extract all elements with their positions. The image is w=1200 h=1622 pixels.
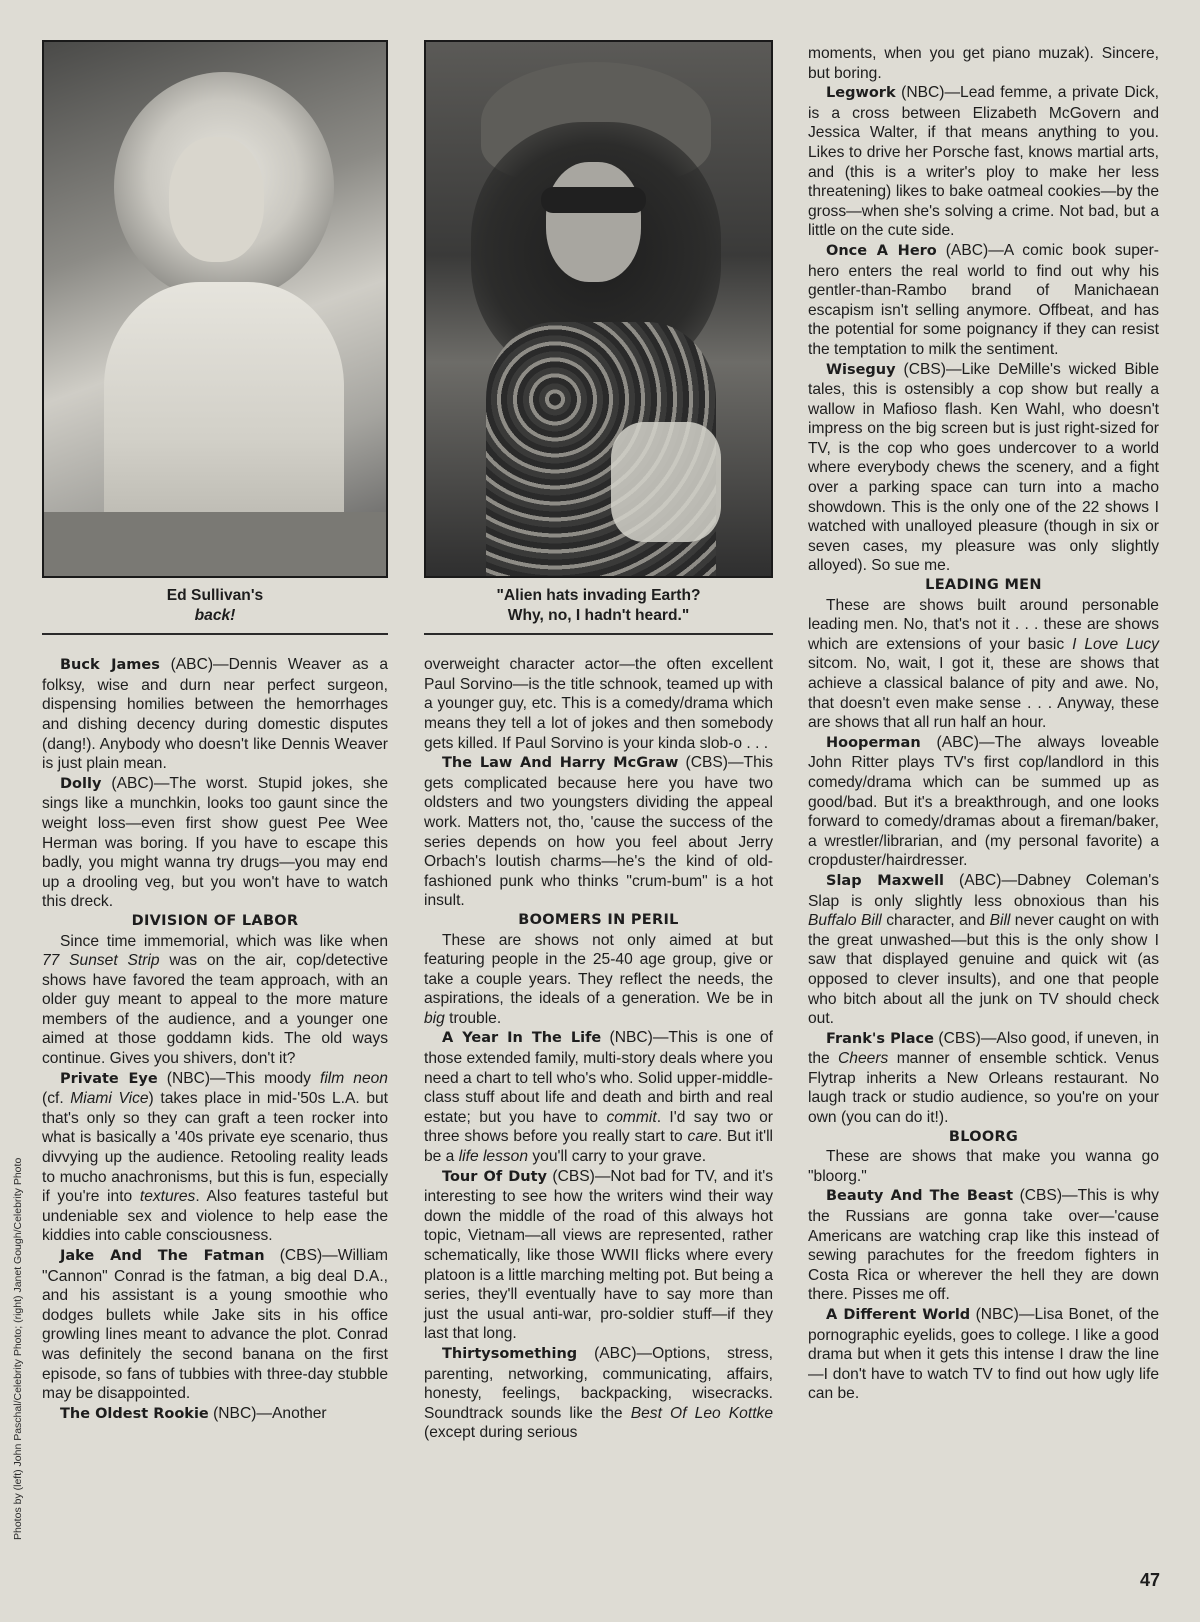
review-private-eye: Private Eye (NBC)—This moody film neon (cf. Miami Vice) takes place in mid-'50s L.A. but that's only so they can graft a teen rocker into what is basically a '40s private eye scenario, thus divvying up the audience. Retooling reality leads to mucho anachronisms, but this is fun, especially if you're into textures. Also features tasteful but undeniable sex and violence to help ease the kiddies into cable consciousness. (42, 1069, 389, 1245)
review-thirtysomething-cont: moments, when you get piano muzak). Sincere, but boring. (808, 45, 1159, 82)
photo-credit: Photos by (left) John Paschal/Celebrity Photo; (right) Janet Gough/Celebrity Photo (12, 1157, 24, 1540)
review-dolly: Dolly (ABC)—The worst. Stupid jokes, she sings like a munchkin, looks too gaunt since the weight loss—even first show guest Pee Wee Herman was boring. If you have to escape this badly, you might wanna try drugs—you may end up a drooling veg, but you won't have to watch this dreck. (42, 774, 388, 911)
caption-right: "Alien hats invading Earth? Why, no, I hadn't heard." (424, 586, 773, 635)
review-thirtysomething: Thirtysomething (ABC)—Options, stress, parenting, networking, communicating, affairs, honesty, feelings, backpacking, wisecracks. Soundtrack sounds like the Best Of Leo Kottke (except during serious (424, 1344, 773, 1442)
section-intro: These are shows not only aimed at but featuring people in the 25-40 age group, give or take a couple years. They reflect the needs, the aspirations, the ideals of a generation. We be in big trouble. (424, 931, 773, 1027)
review-buck-james: Buck James (ABC)—Dennis Weaver as a folksy, wise and durn near perfect surgeon, dispensing homilies between the hemorrhages and dishing decency during domestic disputes (dang!). Anybody who doesn't like Dennis Weaver is just plain mean. (42, 656, 389, 773)
photo-left (42, 40, 388, 578)
section-heading-bloorg: BLOORG (948, 1128, 1019, 1145)
page-number: 47 (1139, 1570, 1160, 1590)
column-1 (42, 40, 388, 1424)
section-intro: Since time immemorial, which was like when 77 Sunset Strip was on the air, cop/detective shows have favored the team approach, with an older guy meant to appeal to the more mature members of the audience, and a younger one aimed at those goddamn kids. The old ways continue. Gives you shivers, don't it? (42, 932, 388, 1068)
section-intro: These are shows built around personable leading men. No, that's not it . . . these are shows which are extensions of your basic I Love Lucy sitcom. No, wait, I got it, these are shows that achieve a classical balance of pity and awe. No, that doesn't even make sense . . . Anyway, these are shows that all run half an hour. (808, 596, 1159, 732)
section-heading-boomers-in-peril: BOOMERS IN PERIL (518, 911, 679, 928)
review-beauty-and-the-beast: Beauty And The Beast (CBS)—This is why the Russians are gonna take over—'cause Americans are watching crap like this instead of sewing parachutes for the freedom fighters in Costa Rica or wherever the hell they are down there. Pisses me off. (808, 1187, 1159, 1304)
review-wiseguy: Wiseguy (CBS)—Like DeMille's wicked Bible tales, this is ostensibly a cop show but really a wallow in Mafioso flash. Ken Wahl, who doesn't impress on the big screen but is just right-sized for TV, is the cop who goes undercover to a world where everybody chews the scenery, and a fight over a parking space can turn into a macho showdown. This is the only one of the 22 shows I watched with unalloyed pleasure (though in six or seven cases, my pleasure was only slightly alloyed). So sue me. (808, 360, 1159, 575)
review-a-year-in-the-life: A Year In The Life (NBC)—This is one of those extended family, multi-story deals where you need a chart to tell who's who. Solid upper-middle-class stuff about life and death and birth and real estate; but you have to commit. I'd say two or three shows before you really start to care. But it'll be a life lesson you'll carry to your grave. (424, 1029, 774, 1166)
review-law-and-harry-mcgraw: The Law And Harry McGraw (CBS)—This gets complicated because here you have two oldsters and two youngsters dividing the appeal work. Matters not, tho, 'cause the success of the series depends on how you feel about Jerry Orbach's loutish charms—he's the kind of old-fashioned punk who thinks "crum-bum" is a hot insult. (424, 754, 773, 910)
review-hooperman: Hooperman (ABC)—The always loveable John Ritter plays TV's first cop/landlord in this comedy/drama which can be summed up as good/bad. But it's a breakthrough, and one looks forward to comedy/dramas about a fireman/baker, a wrestler/librarian, and (my personal favorite) a cropduster/hairdresser. (808, 733, 1159, 870)
review-the-oldest-rookie: The Oldest Rookie (NBC)—Another (60, 1404, 327, 1422)
review-once-a-hero: Once A Hero (ABC)—A comic book super-hero enters the real world to find out why his gentler-than-Rambo brand of Manichaean escapism isn't selling anymore. Offbeat, and has the potential for some poignancy if they can resist the temptation to milk the sentiment. (808, 241, 1159, 358)
section-intro: These are shows that make you wanna go "bloorg." (808, 1148, 1159, 1185)
review-legwork: Legwork (NBC)—Lead femme, a private Dick, is a cross between Elizabeth McGovern and Jessica Walter, if that means anything to you. Likes to drive her Porsche fast, knows martial arts, and (this is a writer's ploy to make her less threatening) likes to bake oatmeal cookies—by the gross—when she's solving a crime. Not bad, but a little on the cute side. (808, 84, 1159, 240)
review-oldest-rookie-cont: overweight character actor—the often excellent Paul Sorvino—is the title schnook, teamed up with a younger guy, etc. This is a comedy/drama which means they tell a lot of jokes and then somebody gets killed. If Paul Sorvino is your kinda slob-o . . . (424, 656, 773, 752)
column-3 (808, 44, 1159, 1404)
photo-right (424, 40, 773, 578)
review-slap-maxwell: Slap Maxwell (ABC)—Dabney Coleman's Slap is only slightly less obnoxious than his Buffalo Bill character, and Bill never caught on with the great unwashed—but this is the only show I saw that displayed genuine and quick wit (as opposed to clever insults), and one that people who bitch about all the junk on TV should check out. (808, 871, 1159, 1028)
column-2 (424, 40, 773, 1443)
section-heading-leading-men: LEADING MEN (925, 577, 1042, 594)
caption-left: Ed Sullivan's back! (42, 586, 388, 635)
section-heading-division-of-labor: DIVISION OF LABOR (131, 912, 299, 929)
review-tour-of-duty: Tour Of Duty (CBS)—Not bad for TV, and it's interesting to see how the writers wind their way down the middle of the road of this always hot topic, Vietnam—all views are represented, rather schematically, like those WWII flicks where every platoon is a little marching melting pot. But being a series, they'll eventually have to say more than just the usual anti-war, pro-soldier stuff—if they last that long. (424, 1167, 774, 1343)
review-franks-place: Frank's Place (CBS)—Also good, if uneven, in the Cheers manner of ensemble schtick. Venus Flytrap inherits a New Orleans restaurant. No laugh track or studio audience, so you're on your own (you can do it!). (808, 1029, 1159, 1127)
review-jake-and-the-fatman: Jake And The Fatman (CBS)—William "Cannon" Conrad is the fatman, a big deal D.A., and his assistant is a young smoothie who dodges bullets while Jake sits in his office growling lines meant to advance the plot. Conrad was definitely the second banana on the first episode, so fans of tubbies with three-day stubble may be disappointed. (42, 1247, 388, 1403)
review-a-different-world: A Different World (NBC)—Lisa Bonet, of the pornographic eyelids, goes to college. I like a good drama but when it gets this intense I draw the line—I don't have to watch TV to find out how ugly life can be. (808, 1306, 1159, 1403)
